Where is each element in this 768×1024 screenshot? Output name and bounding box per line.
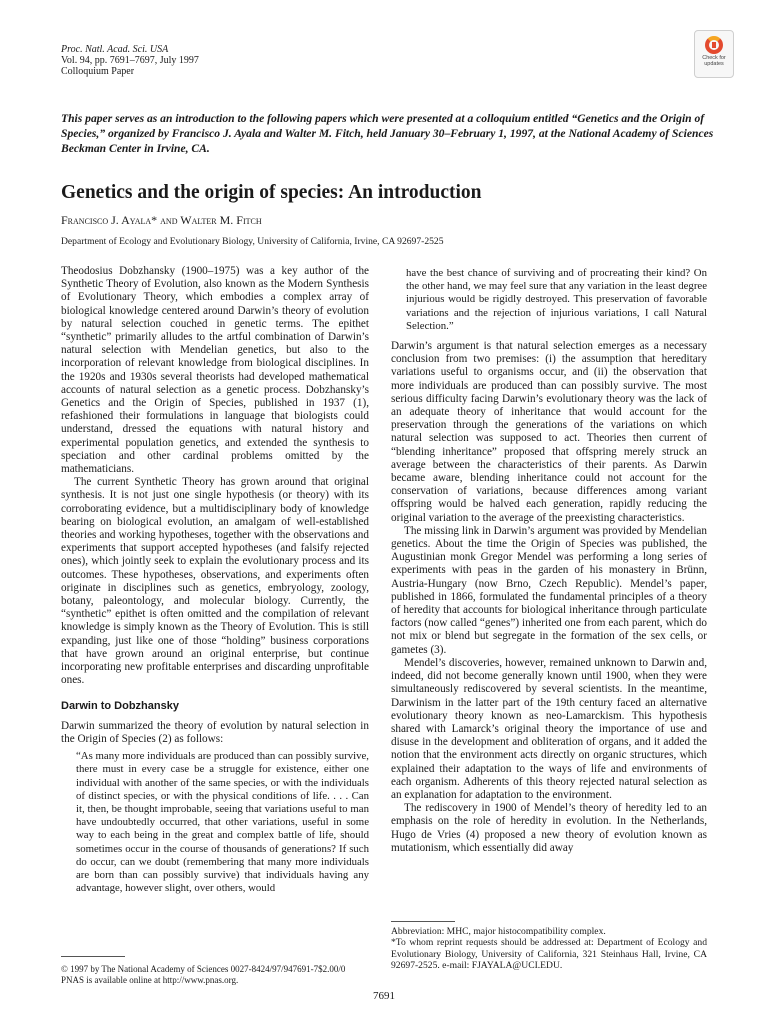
badge-label-2: updates xyxy=(704,61,724,67)
paper-title: Genetics and the origin of species: An introduction xyxy=(61,182,482,203)
body-paragraph: Mendel’s discoveries, however, remained unknown to Darwin and, indeed, did not become generally known until 1900, when they were simultaneously rediscovered by several scientists. In the meantime, Darwinism in the latter part of the 19th century faced an alternative evolutionary theory known as neo-Lamarckism. This hypothesis shared with Lamarck’s original theory the importance of use and disuse in the development and obliteration of organs, and it added the notion that the environment acts directly on organic structures, which explained their adaptation to the ways of life and environments of each organism. Adherents of this theory rejected natural selection as an explanation for adaptation to the environment. xyxy=(391,656,707,801)
check-for-updates-icon xyxy=(705,36,723,54)
page-number: 7691 xyxy=(373,990,395,1002)
right-column xyxy=(391,267,707,855)
darwin-quote-continued: have the best chance of surviving and of procreating their kind? On the other hand, we may feel sure that any variation in the least degree injurious would be rigidly destroyed. This preservation of favorable variations and the rejection of injurious variations, I call Natural Selection.” xyxy=(406,267,707,332)
badge-label-1: Check for xyxy=(702,55,726,61)
left-column xyxy=(61,265,369,895)
check-for-updates-badge[interactable] xyxy=(694,30,734,78)
reprint-footnote: *To whom reprint requests should be addressed at: Department of Ecology and Evolutionary Biology, University of California, 321 Steinhaus Hall, Irvine, CA 92697-2525. e-mail: FJAYALA@UCI.EDU. xyxy=(391,937,707,972)
pnas-online-line: PNAS is available online at http://www.pnas.org. xyxy=(61,975,239,985)
journal-volume: Vol. 94, pp. 7691–7697, July 1997 xyxy=(61,55,199,66)
journal-name: Proc. Natl. Acad. Sci. USA xyxy=(61,44,169,55)
body-paragraph: The missing link in Darwin’s argument was provided by Mendelian genetics. About the time the Origin of Species was published, the Augustinian monk Gregor Mendel was performing a long series of experiments with peas in the garden of his monastery in Brünn, Austria-Hungary (now Brno, Czech Republic). Mendel’s paper, published in 1866, formulated the fundamental principles of a theory of heredity that accounts for biological inheritance through particulate factors (now called “genes”) inherited one from each parent, which do not mix or blend but segregate in the formation of the sex cells, or gametes (3). xyxy=(391,524,707,656)
affiliation: Department of Ecology and Evolutionary Biology, University of California, Irvine, CA 92697-2525 xyxy=(61,236,444,247)
paper-type: Colloquium Paper xyxy=(61,66,135,77)
footnote-rule xyxy=(61,956,125,957)
journal-header xyxy=(61,44,199,77)
body-paragraph: Darwin summarized the theory of evolution by natural selection in the Origin of Species (2) as follows: xyxy=(61,719,369,745)
footnote-rule xyxy=(391,921,455,922)
copyright-line: © 1997 by The National Academy of Sciences 0027-8424/97/947691-7$2.00/0 xyxy=(61,964,346,974)
copyright-notice xyxy=(61,956,371,986)
colloquium-intro: This paper serves as an introduction to the following papers which were presented at a colloquium entitled “Genetics and the Origin of Species,” organized by Francisco J. Ayala and Walter M. Fitch, held January 30–February 1, 1997, at the National Academy of Sciences Beckman Center in Irvine, CA. xyxy=(61,112,714,155)
body-paragraph: The current Synthetic Theory has grown around that original synthesis. It is not just one single hypothesis (or theory) with its corroborating evidence, but a multidisciplinary body of knowledge bearing on biological evolution, an amalgam of well-established theories and working hypotheses, together with the observations and experiments that support accepted hypotheses (and falsify rejected ones), which jointly seek to explain the evolutionary process and its outcomes. These hypotheses, observations, and experiments often originate in disciplines such as genetics, embryology, zoology, botany, paleontology, and molecular biology. Currently, the “synthetic” epithet is often omitted and the compilation of relevant knowledge is simply known as the Theory of Evolution. This is still expanding, just like one of those “holding” business corporations that have grown around an original enterprise, but continue incorporating new profitable enterprises and discarding unprofitable ones. xyxy=(61,476,369,687)
abbreviation-note: Abbreviation: MHC, major histocompatibility complex. xyxy=(391,926,606,937)
body-paragraph: The rediscovery in 1900 of Mendel’s theory of heredity led to an emphasis on the role of heredity in evolution. In the Netherlands, Hugo de Vries (4) proposed a new theory of evolution known as mutationism, which essentially did away xyxy=(391,802,707,854)
body-paragraph: Darwin’s argument is that natural selection emerges as a necessary conclusion from two premises: (i) the assumption that hereditary variations useful to organisms occur, and (ii) the observation that more individuals are produced than can possibly survive. The most serious difficulty facing Darwin’s evolutionary theory was the lack of an adequate theory of inheritance that would account for the preservation through the generations of the variations on which natural selection was supposed to act. Theories then current of “blending inheritance” proposed that offspring merely struck an average between the characteristics of their parents. As Darwin became aware, blending inheritance could not account for the conservation of variations, because differences among variant offspring would be halved each generation, rapidly reducing the original variation to the average of the preexisting characteristics. xyxy=(391,340,707,524)
darwin-quote: “As many more individuals are produced than can possibly survive, there must in every case be a struggle for existence, either one individual with another of the same species, or with the individuals of distinct species, or with the physical conditions of life. . . . Can it, then, be thought improbable, seeing that variations useful to man have undoubtedly occurred, that other variations, useful in some way to each being in the great and complex battle of life, should sometimes occur in the course of thousands of generations? If such do occur, can we doubt (remembering that many more individuals are born than can possibly survive) that individuals having any advantage, however slight, over others, would xyxy=(76,750,369,895)
footnotes xyxy=(391,921,707,972)
body-paragraph: Theodosius Dobzhansky (1900–1975) was a key author of the Synthetic Theory of Evolution, also known as the Modern Synthesis of Evolutionary Theory, which embodies a complex array of biological knowledge centered around Darwin’s theory of evolution by natural selection couched in genetic terms. The epithet “synthetic” primarily alludes to the artful combination of Darwin’s natural selection with Mendelian genetics, but also to the incorporation of relevant knowledge from biological disciplines. In the 1920s and 1930s several theorists had developed mathematical accounts of natural selection as a genetic process. Dobzhansky’s Genetics and the Origin of Species, published in 1937 (1), refashioned their formulations in language that biologists could understand, dressed the equations with natural history and experimental population genetics, and extended the synthesis to speciation and other cardinal problems omitted by the mathematicians. xyxy=(61,265,369,476)
section-heading: Darwin to Dobzhansky xyxy=(61,699,179,712)
author-line: Francisco J. Ayala* and Walter M. Fitch xyxy=(61,213,262,227)
